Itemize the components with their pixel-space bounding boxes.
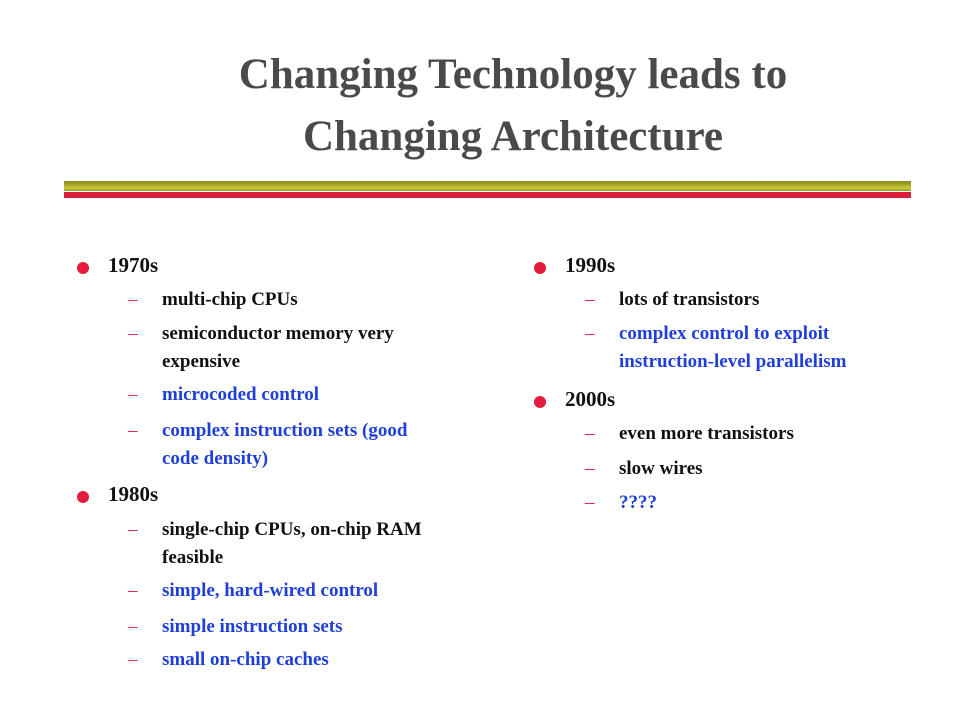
dash-icon: – xyxy=(585,289,595,310)
heading-1970s: 1970s xyxy=(108,253,159,277)
list-item: – microcoded control xyxy=(162,381,319,409)
slide-title-line-2: Changing Architecture xyxy=(302,113,724,160)
list-item: – single-chip CPUs, on-chip RAM feasible xyxy=(162,516,422,572)
dash-icon: – xyxy=(585,458,595,479)
list-item: – complex control to exploit instruction-level parallelism xyxy=(619,320,846,376)
list-item: – multi-chip CPUs xyxy=(162,286,298,314)
list-item: – slow wires xyxy=(619,455,703,483)
list-item: – small on-chip caches xyxy=(162,646,329,674)
list-item: – simple instruction sets xyxy=(162,613,343,641)
dash-icon: – xyxy=(585,423,595,444)
slide-title-line-1: Changing Technology leads to xyxy=(238,51,788,98)
dash-icon: – xyxy=(128,616,138,637)
bullet-dot-icon xyxy=(77,262,89,274)
list-item: – ???? xyxy=(619,489,657,517)
dash-icon: – xyxy=(128,420,138,441)
list-item: – simple, hard-wired control xyxy=(162,577,378,605)
bullet-dot-icon xyxy=(534,396,546,408)
dash-icon: – xyxy=(128,519,138,540)
dash-icon: – xyxy=(128,649,138,670)
heading-1990s: 1990s xyxy=(565,253,616,277)
bullet-dot-icon xyxy=(534,262,546,274)
bullet-dot-icon xyxy=(77,491,89,503)
heading-2000s: 2000s xyxy=(565,387,616,411)
list-item: – even more transistors xyxy=(619,420,794,448)
slide-title xyxy=(0,44,960,168)
title-rule-red xyxy=(64,192,911,198)
title-rule-gold xyxy=(64,181,911,191)
dash-icon: – xyxy=(585,323,595,344)
list-item: – complex instruction sets (good code density) xyxy=(162,417,407,473)
dash-icon: – xyxy=(128,289,138,310)
list-item: – lots of transistors xyxy=(619,286,759,314)
dash-icon: – xyxy=(128,323,138,344)
dash-icon: – xyxy=(128,580,138,601)
dash-icon: – xyxy=(128,384,138,405)
list-item: – semiconductor memory very expensive xyxy=(162,320,394,376)
heading-1980s: 1980s xyxy=(108,482,159,506)
dash-icon: – xyxy=(585,492,595,513)
